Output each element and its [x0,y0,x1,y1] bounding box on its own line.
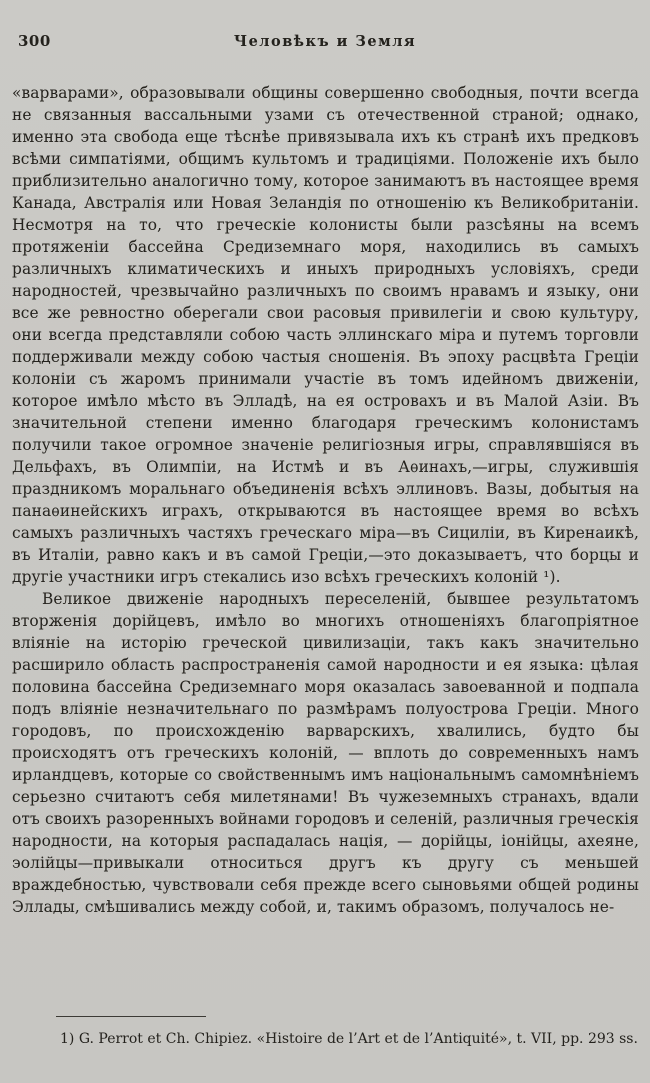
paragraph-1: «варварами», образовывали общины совершенно свободныя, почти всегда не связанныя вассальными узами съ отечественной страной; однако, именно эта свобода еще тѣснѣе привязывала ихъ къ странѣ ихъ предковъ всѣми симпатіями, общимъ культомъ и традиціями. Положеніе ихъ было приблизительно аналогично тому, которое занимаютъ въ настоящее время Канада, Австралія или Новая Зеландія по отношенію къ Великобританіи. Несмотря на то, что греческіе колонисты были разсѣяны на всемъ протяженіи бассейна Средиземнаго моря, находились въ самыхъ различныхъ климатическихъ и иныхъ природныхъ условіяхъ, среди народностей, чрезвычайно различныхъ по своимъ нравамъ и языку, они все же ревностно оберегали свои расовыя привилегіи и свою культуру, они всегда представляли собою часть эллинскаго міра и путемъ торговли поддерживали между собою частыя сношенія. Въ эпоху расцвѣта Греціи колоніи съ жаромъ принимали участіе въ томъ идейномъ движеніи, которое имѣло мѣсто въ Элладѣ, на ея островахъ и въ Малой Азіи. Въ значительной степени именно благодаря греческимъ колонистамъ получили такое огромное значеніе религіозныя игры, справлявшіяся въ Дельфахъ, въ Олимпіи, на Истмѣ и въ Аѳинахъ,—игры, служившія праздникомъ моральнаго объединенія всѣхъ эллиновъ. Вазы, добытыя на панаѳинейскихъ играхъ, открываются въ настоящее время во всѣхъ самыхъ различныхъ частяхъ греческаго міра—въ Сициліи, въ Киренаикѣ, въ Италіи, равно какъ и въ самой Греціи,—это доказываетъ, что борцы и другіе участники игръ стекались изо всѣхъ греческихъ колоній ¹). [12,84,639,586]
paragraph-2: Великое движеніе народныхъ переселеній, бывшее результатомъ вторженія дорійцевъ, имѣло во многихъ отношеніяхъ благопріятное вліяніе на исторію греческой цивилизаціи, такъ какъ значительно расширило область распространенія самой народности и ея языка: цѣлая половина бассейна Средиземнаго моря оказалась завоеванной и подпала подъ вліяніе незначительнаго по размѣрамъ полуострова Греціи. Много городовъ, по происхожденію варварскихъ, хвалились, будто бы происходятъ отъ греческихъ колоній, — вплоть до современныхъ намъ ирландцевъ, которые со свойственнымъ имъ національнымъ самомнѣніемъ серьезно считаютъ себя милетянами! Въ чужеземныхъ странахъ, вдали отъ своихъ разоренныхъ войнами городовъ и селеній, различныя греческія народности, на которыя распадалась нація, — дорійцы, іонійцы, ахеяне, эолійцы—привыкали относиться другъ къ другу съ меньшей враждебностью, чувствовали себя прежде всего сыновьями общей родины Эллады, смѣшивались между собой, и, такимъ образомъ, получалось не- [12,590,639,916]
footnote-area [12,1016,639,1049]
page-number: 300 [18,32,51,50]
running-title: Человѣкъ и Земля [233,33,417,50]
footnote-separator [56,1016,206,1017]
footnote-text: 1) G. Perrot et Ch. Chipiez. «Histoire de l’Art et de l’Antiquité», t. VII, pp. 293 ss. [60,1031,638,1047]
body-text [12,82,639,973]
running-head [0,32,650,62]
